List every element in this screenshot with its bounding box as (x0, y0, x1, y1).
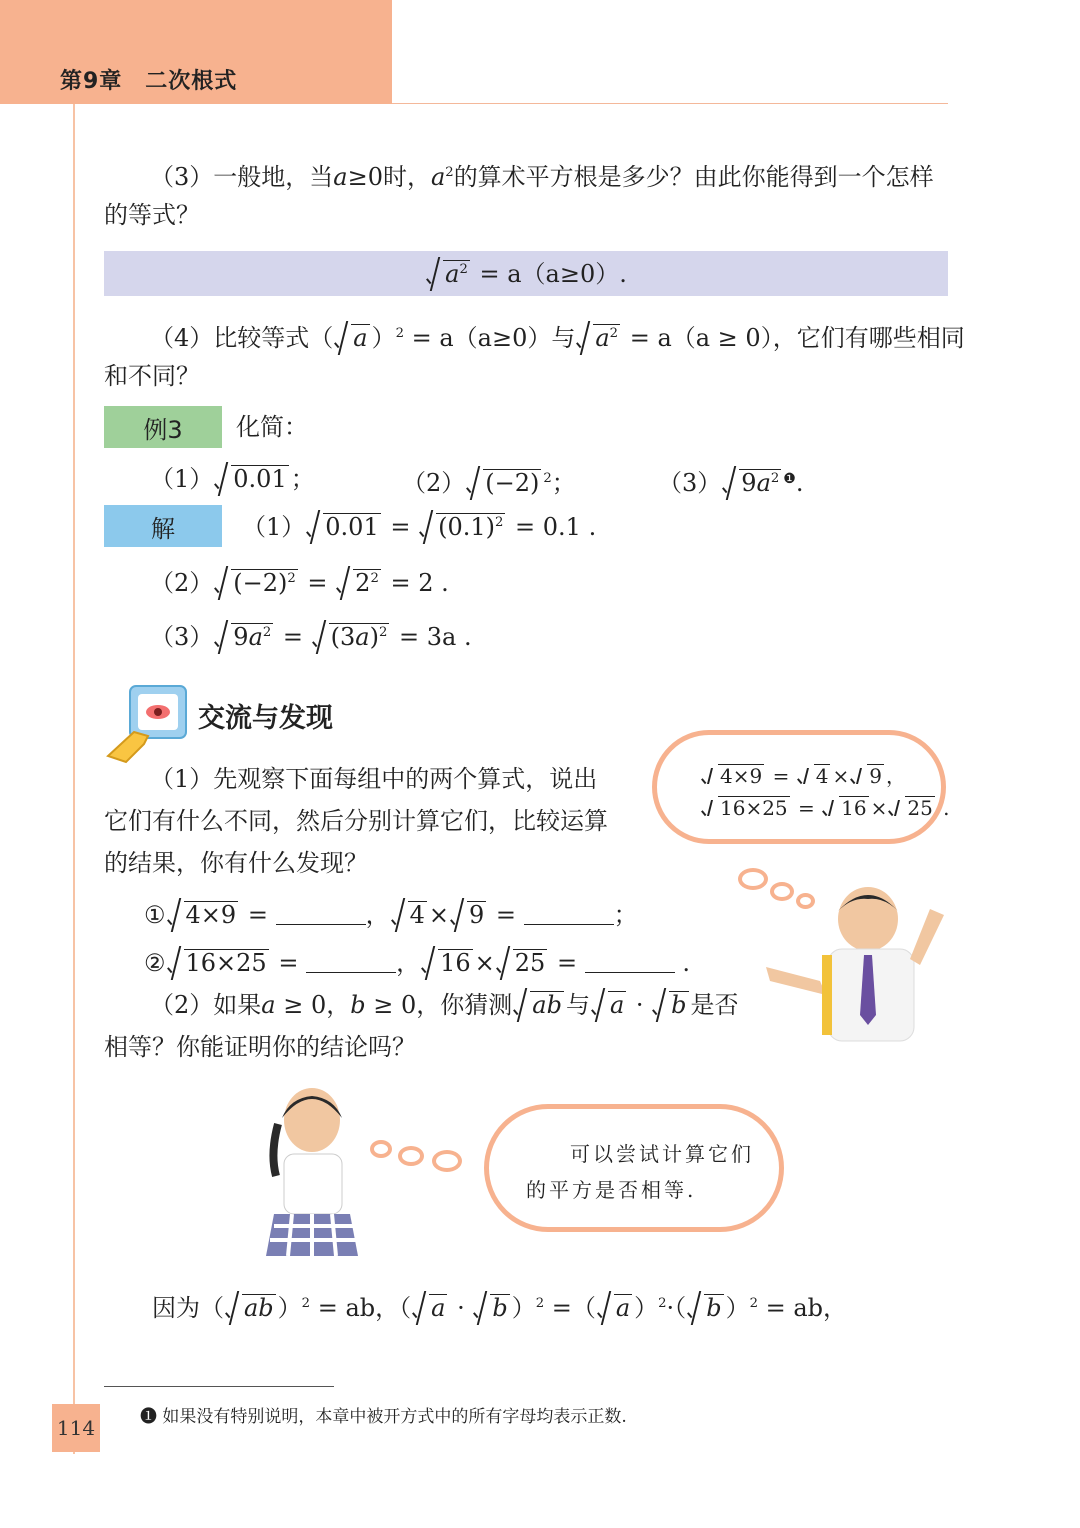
bubble-dot (370, 1140, 392, 1158)
bubble-dot (398, 1146, 424, 1166)
footnote (140, 1402, 627, 1427)
text: ② (144, 949, 166, 977)
text: ； (551, 469, 576, 497)
cloud-girl-line2: 的平方是否相等. (526, 1178, 697, 1202)
text: ， (396, 949, 421, 977)
cloud-top-line2: 16×25 = 16 × 25 . (700, 796, 950, 820)
text: （4）比较等式（ (150, 324, 334, 352)
footnote-marker: ❶ (783, 471, 796, 487)
text: （3） (150, 623, 214, 651)
text: ·（ (666, 1294, 687, 1322)
text: ） (725, 1294, 750, 1322)
text: （2） (150, 569, 214, 597)
text: = (247, 901, 268, 929)
example-title: 化简： (236, 413, 308, 441)
footnote-text: 如果没有特别说明，本章中被开方式中的所有字母均表示正数. (162, 1407, 627, 1427)
margin-rule (73, 104, 75, 1454)
question-1: ① 4×9 = ， 4 × 9 = ； (144, 894, 638, 936)
solution-3: （3） $9a^2 = (3a)^2 = 3a$ . (150, 616, 472, 658)
answer-blank[interactable] (306, 952, 396, 973)
answer-blank[interactable] (524, 904, 614, 925)
example-tag: 例3 (104, 406, 222, 448)
text: （3） (658, 469, 722, 497)
text: = a（a ≥ 0），它们有哪些相同 (629, 324, 965, 352)
text: （2） (402, 469, 466, 497)
boy-illustration (760, 885, 950, 1045)
text: = a（a≥0）与 (411, 324, 576, 352)
solution-tag: 解 (104, 505, 222, 547)
text: （1） (242, 513, 306, 541)
text: （3）一般地，当 (150, 163, 334, 191)
text: （2）如果 (150, 991, 262, 1019)
text: . (682, 949, 690, 977)
text: ≥ 0，你猜测 (373, 991, 513, 1019)
discuss-p2-line2: 相等？你能证明你的结论吗？ (104, 1033, 416, 1061)
paragraph-4: （4）比较等式（ a ）$^2$ = a（a≥0）与 $a^2 = a(a \ge 0)$，它们有哪些相同 (150, 313, 960, 359)
text: 与 (565, 991, 590, 1019)
text: ） (511, 1294, 536, 1322)
text: ） (371, 324, 396, 352)
formula: $a^2 = a(a\ge 0)$. (425, 253, 627, 295)
answer-blank[interactable] (585, 952, 675, 973)
text: ≥0时， (347, 163, 431, 191)
formula-highlight (104, 251, 948, 296)
text: ≥ 0， (283, 991, 351, 1019)
text: ； (290, 465, 315, 493)
discuss-p1-line2: 它们有什么不同，然后分别计算它们，比较运算 (104, 807, 608, 835)
example-item-1: （1） 0.01 ； (150, 458, 315, 500)
discover-icon (104, 682, 192, 766)
footnote-marker: ❶ (140, 1407, 157, 1427)
solution-2: （2） $(-2)^2 = 2^2 = 2$ . (150, 562, 449, 604)
paragraph-3: （3）一般地，当a≥0时，$a^2$的算术平方根是多少？由此你能得到一个怎样 (150, 163, 934, 191)
discuss-p1-line1: （1）先观察下面每组中的两个算式，说出 (150, 765, 598, 793)
text: ） (277, 1294, 302, 1322)
text: = 0.1 . (515, 513, 597, 541)
text: = a（a≥0）. (479, 259, 627, 288)
text: = (278, 949, 299, 977)
text: = ab， (765, 1294, 848, 1322)
text: ， (365, 901, 390, 929)
because-line: 因为（ ab ）$^2$ = ab，（ a · b ）$^2$ =（ a ）$^2$·（ b ）$^2$ = ab， (152, 1283, 847, 1329)
text: . (943, 796, 950, 820)
text: 因为（ (152, 1294, 224, 1322)
cloud-girl-line1: 可以尝试计算它们 (570, 1142, 754, 1166)
paragraph-4-line2: 和不同？ (104, 362, 200, 390)
text: ① (144, 901, 166, 929)
footnote-rule (104, 1386, 334, 1387)
example-item-3: （3） $9a^2$ $^❶$. (658, 458, 803, 504)
girl-illustration (264, 1084, 360, 1256)
question-2: ② 16×25 = ， 16 × 25 = . (144, 942, 690, 984)
text: ； (613, 901, 638, 929)
text: = 3a . (399, 623, 472, 651)
text: = (495, 901, 516, 929)
thought-cloud-girl (484, 1104, 784, 1232)
text: = ab，（ (317, 1294, 412, 1322)
text: ， (885, 764, 906, 788)
text: =（ (551, 1294, 596, 1322)
paragraph-3-line2: 的等式？ (104, 201, 200, 229)
discuss-p2-line1: （2）如果a ≥ 0，b ≥ 0，你猜测 ab 与 a · b 是否 (150, 984, 739, 1026)
text: （1） (150, 465, 214, 493)
solution-1: （1） $0.01 = (0.1)^2 = 0.1$ . (242, 506, 596, 548)
bubble-dot (432, 1150, 462, 1172)
discuss-heading: 交流与发现 (198, 703, 333, 734)
cloud-top-line1: 4×9 = 4 × 9 ， (700, 760, 906, 789)
text: = (556, 949, 578, 977)
chapter-title: 第9章 二次根式 (60, 69, 238, 94)
example-item-2: （2） (−2) $^2$； (402, 458, 576, 504)
answer-blank[interactable] (276, 904, 366, 925)
text: . (795, 469, 804, 497)
page-number: 114 (52, 1404, 100, 1452)
text: ） (634, 1294, 659, 1322)
text: 的算术平方根是多少？由此你能得到一个怎样 (453, 163, 934, 191)
text: = 2 . (390, 569, 449, 597)
discuss-p1-line3: 的结果，你有什么发现？ (104, 849, 368, 877)
text: 是否 (690, 991, 739, 1019)
header-rule (392, 103, 948, 104)
